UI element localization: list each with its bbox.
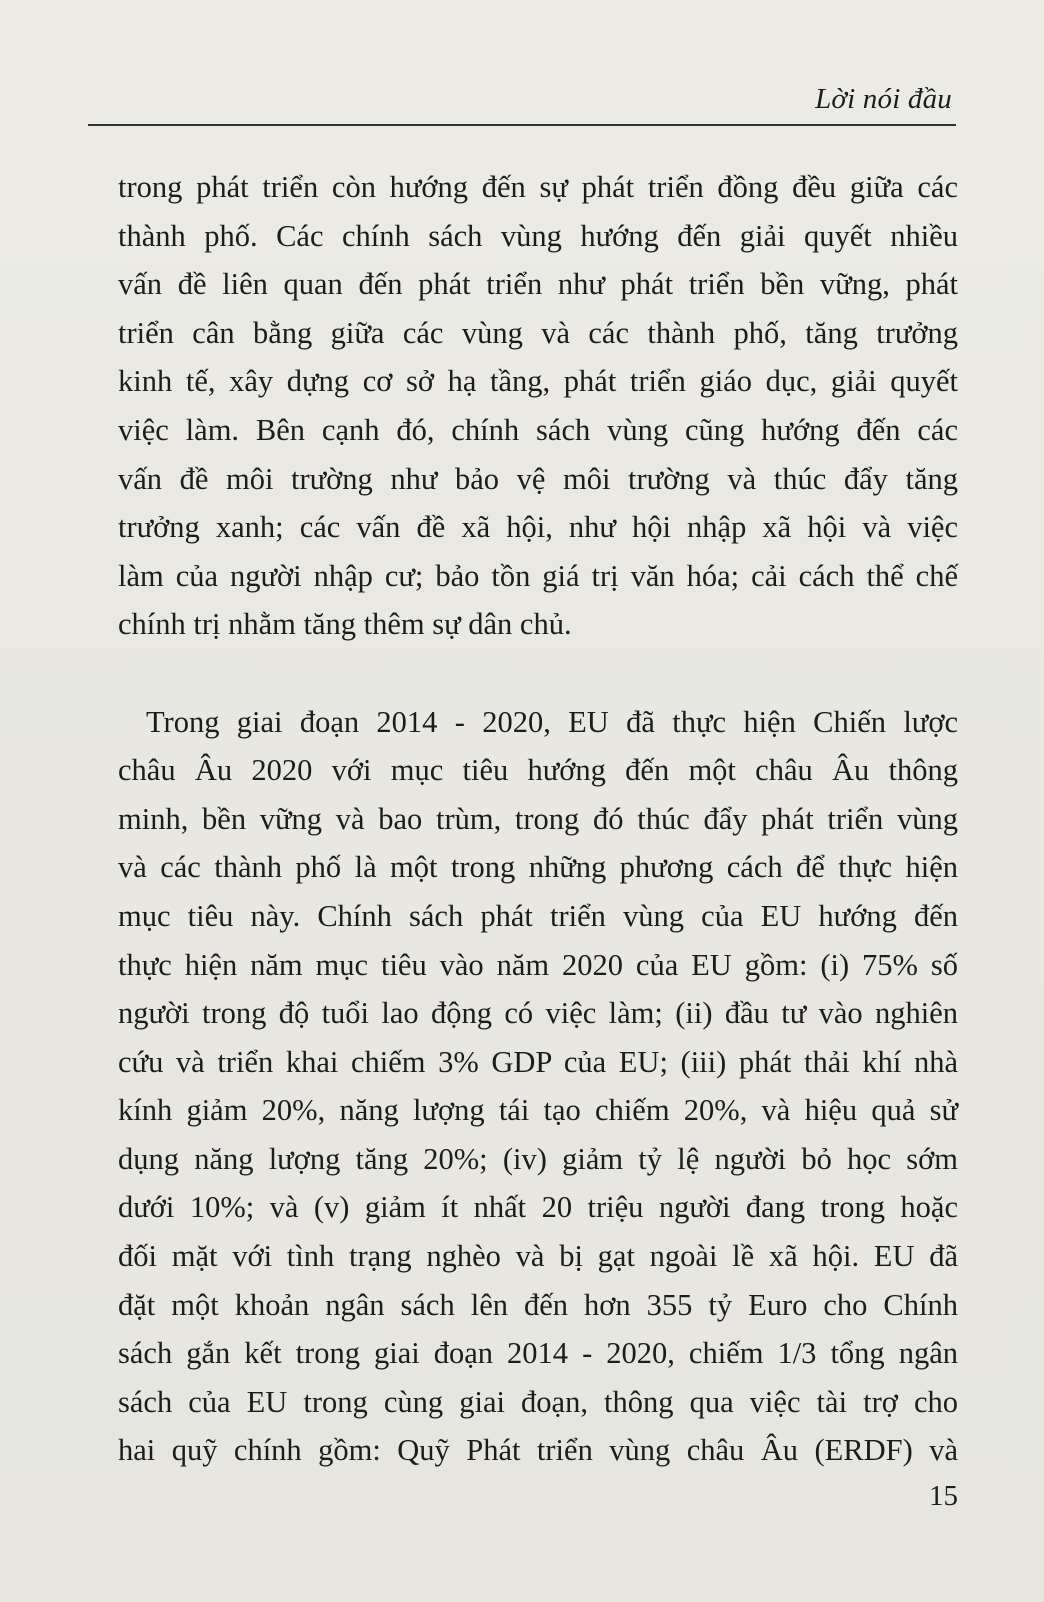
page-number: 15 <box>929 1480 958 1512</box>
text-line: Trong giai đoạn 2014 - 2020, EU đã thực hiện Chiến lược <box>146 704 958 739</box>
text-line: kính giảm 20%, năng lượng tái tạo chiếm 20%, và hiệu quả sử <box>118 1093 958 1128</box>
text-line: dưới 10%; và (v) giảm ít nhất 20 triệu người đang trong hoặc <box>118 1190 958 1225</box>
text-line: và các thành phố là một trong những phương cách để thực hiện <box>118 850 958 885</box>
text-line: làm của người nhập cư; bảo tồn giá trị văn hóa; cải cách thể chế <box>118 558 958 593</box>
text-line: vấn đề môi trường như bảo vệ môi trường và thúc đẩy tăng <box>118 461 958 496</box>
text-line: sách của EU trong cùng giai đoạn, thông qua việc tài trợ cho <box>118 1384 958 1419</box>
text-line: hai quỹ chính gồm: Quỹ Phát triển vùng châu Âu (ERDF) và <box>118 1433 958 1468</box>
text-line: chính trị nhằm tăng thêm sự dân chủ. <box>118 607 572 642</box>
text-line: cứu và triển khai chiếm 3% GDP của EU; (iii) phát thải khí nhà <box>118 1044 958 1079</box>
text-line: đối mặt với tình trạng nghèo và bị gạt ngoài lề xã hội. EU đã <box>118 1239 958 1274</box>
text-line: trong phát triển còn hướng đến sự phát triển đồng đều giữa các <box>118 170 958 204</box>
text-line: minh, bền vững và bao trùm, trong đó thúc đẩy phát triển vùng <box>118 801 958 836</box>
text-line: thành phố. Các chính sách vùng hướng đến giải quyết nhiều <box>118 218 958 253</box>
text-line: vấn đề liên quan đến phát triển như phát triển bền vững, phát <box>118 267 958 302</box>
text-line: việc làm. Bên cạnh đó, chính sách vùng cũng hướng đến các <box>118 412 958 447</box>
body-text <box>118 163 958 1475</box>
text-line: châu Âu 2020 với mục tiêu hướng đến một châu Âu thông <box>118 753 958 788</box>
text-line: triển cân bằng giữa các vùng và các thành phố, tăng trưởng <box>118 315 958 350</box>
chapter-title: Lời nói đầu <box>815 83 952 115</box>
paragraph-1 <box>118 163 958 649</box>
paragraph-gap <box>118 649 958 698</box>
text-line: kinh tế, xây dựng cơ sở hạ tầng, phát triển giáo dục, giải quyết <box>118 364 958 399</box>
text-line: đặt một khoản ngân sách lên đến hơn 355 tỷ Euro cho Chính <box>118 1287 958 1322</box>
text-line: sách gắn kết trong giai đoạn 2014 - 2020, chiếm 1/3 tổng ngân <box>118 1336 958 1371</box>
text-line: người trong độ tuổi lao động có việc làm; (ii) đầu tư vào nghiên <box>118 996 958 1031</box>
text-line: trưởng xanh; các vấn đề xã hội, như hội nhập xã hội và việc <box>118 510 958 545</box>
text-line: mục tiêu này. Chính sách phát triển vùng của EU hướng đến <box>118 898 958 933</box>
text-line: thực hiện năm mục tiêu vào năm 2020 của EU gồm: (i) 75% số <box>118 947 958 982</box>
paragraph-2 <box>118 698 958 1476</box>
text-line: dụng năng lượng tăng 20%; (iv) giảm tỷ lệ người bỏ học sớm <box>118 1141 958 1176</box>
running-header <box>88 70 956 126</box>
